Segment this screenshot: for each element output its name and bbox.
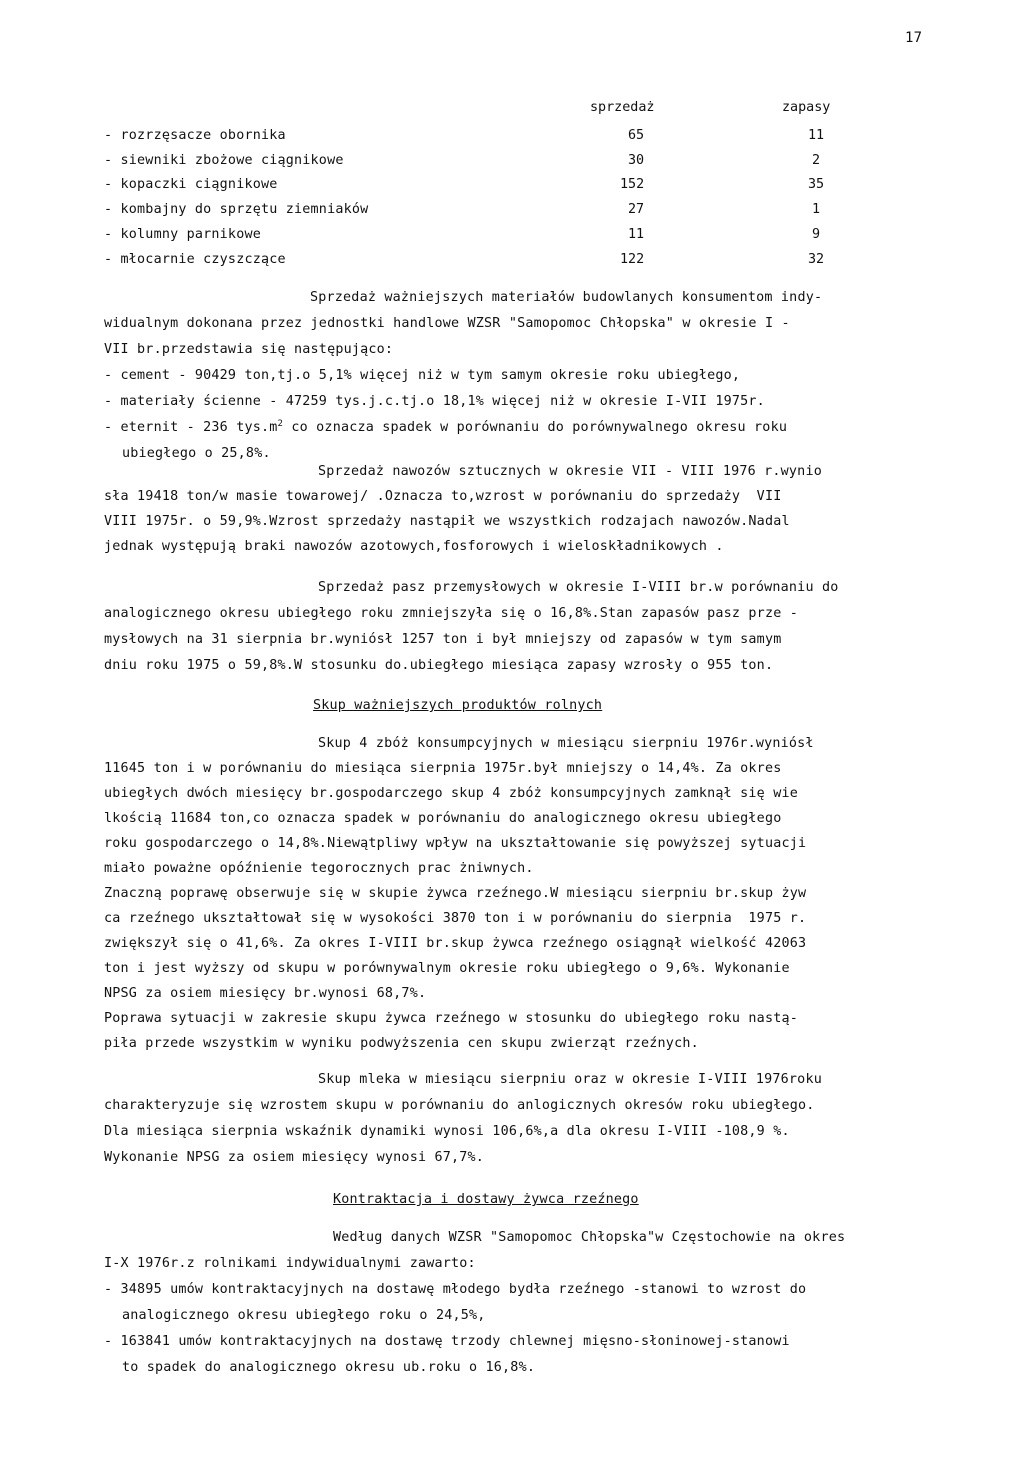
page-number: 17 bbox=[905, 30, 923, 46]
list-item: to spadek do analogicznego okresu ub.roku o 16,8%. bbox=[122, 1360, 536, 1375]
column-header-sales: sprzedaż bbox=[590, 100, 655, 115]
paragraph-line: Skup 4 zbóż konsumpcyjnych w miesiącu sierpniu 1976r.wyniósł bbox=[318, 736, 814, 751]
paragraph-line: Znaczną poprawę obserwuje się w skupie żywca rzeźnego.W miesiącu sierpniu br.skup żyw bbox=[104, 886, 807, 901]
list-item: - 34895 umów kontraktacyjnych na dostawę młodego bydła rzeźnego -stanowi to wzrost do bbox=[104, 1282, 807, 1297]
paragraph-line: dniu roku 1975 o 59,8%.W stosunku do.ubiegłego miesiąca zapasy wzrosły o 955 ton. bbox=[104, 658, 774, 673]
table-row-label: - młocarnie czyszczące bbox=[104, 252, 286, 267]
paragraph-line: I-X 1976r.z rolnikami indywidualnymi zawarto: bbox=[104, 1256, 476, 1271]
paragraph-line: jednak występują braki nawozów azotowych,fosforowych i wieloskładnikowych . bbox=[104, 539, 724, 554]
paragraph-line: charakteryzuje się wzrostem skupu w porównaniu do anlogicznych okresów roku ubiegłego. bbox=[104, 1098, 815, 1113]
paragraph-line: Wykonanie NPSG za osiem miesięcy wynosi 67,7%. bbox=[104, 1150, 485, 1165]
table-cell-stock: 1 bbox=[812, 202, 821, 217]
list-item: analogicznego okresu ubiegłego roku o 24,5%, bbox=[122, 1308, 486, 1323]
paragraph-line: VIII 1975r. o 59,9%.Wzrost sprzedaży nastąpił we wszystkich rodzajach nawozów.Nadal bbox=[104, 514, 790, 529]
paragraph-line: sła 19418 ton/w masie towarowej/ .Oznacza to,wzrost w porównaniu do sprzedaży VII bbox=[104, 489, 782, 504]
table-cell-sales: 11 bbox=[628, 227, 645, 242]
table-row-label: - kolumny parnikowe bbox=[104, 227, 261, 242]
table-cell-stock: 32 bbox=[808, 252, 825, 267]
list-item-text: - eternit - 236 tys.m bbox=[104, 420, 278, 435]
section-heading: Skup ważniejszych produktów rolnych bbox=[313, 698, 603, 713]
paragraph-line: ca rzeźnego ukształtował się w wysokości 3870 ton i w porównaniu do sierpnia 1975 r. bbox=[104, 911, 807, 926]
paragraph-line: miało poważne opóźnienie tegorocznych prac żniwnych. bbox=[104, 861, 534, 876]
paragraph-line: Sprzedaż pasz przemysłowych w okresie I-VIII br.w porównaniu do bbox=[318, 580, 839, 595]
superscript: 2 bbox=[277, 419, 284, 429]
paragraph-line: VII br.przedstawia się następująco: bbox=[104, 342, 394, 357]
list-item bbox=[104, 420, 787, 436]
table-row-label: - kopaczki ciągnikowe bbox=[104, 177, 278, 192]
paragraph-line: analogicznego okresu ubiegłego roku zmniejszyła się o 16,8%.Stan zapasów pasz prze - bbox=[104, 606, 798, 621]
table-cell-stock: 11 bbox=[808, 128, 825, 143]
paragraph-line: ubiegłych dwóch miesięcy br.gospodarczego skup 4 zbóż konsumpcyjnych zamknął się wie bbox=[104, 786, 798, 801]
paragraph-line: NPSG za osiem miesięcy br.wynosi 68,7%. bbox=[104, 986, 427, 1001]
table-cell-stock: 35 bbox=[808, 177, 825, 192]
paragraph-line: Poprawa sytuacji w zakresie skupu żywca rzeźnego w stosunku do ubiegłego roku nastą- bbox=[104, 1011, 798, 1026]
paragraph-line: mysłowych na 31 sierpnia br.wyniósł 1257 ton i był mniejszy od zapasów w tym samym bbox=[104, 632, 782, 647]
paragraph-line: widualnym dokonana przez jednostki handlowe WZSR "Samopomoc Chłopska" w okresie I - bbox=[104, 316, 790, 331]
list-item: - cement - 90429 ton,tj.o 5,1% więcej niż w tym samym okresie roku ubiegłego, bbox=[104, 368, 741, 383]
paragraph-line: Według danych WZSR "Samopomoc Chłopska"w Częstochowie na okres bbox=[333, 1230, 846, 1245]
paragraph-line: piła przede wszystkim w wyniku podwyższenia cen skupu zwierząt rzeźnych. bbox=[104, 1036, 699, 1051]
paragraph-line: Sprzedaż ważniejszych materiałów budowlanych konsumentom indy- bbox=[310, 290, 823, 305]
paragraph-line: ton i jest wyższy od skupu w porównywalnym okresie roku ubiegłego o 9,6%. Wykonanie bbox=[104, 961, 790, 976]
table-row-label: - kombajny do sprzętu ziemniaków bbox=[104, 202, 369, 217]
paragraph-line: roku gospodarczego o 14,8%.Niewątpliwy wpływ na ukształtowanie się powyższej sytuacji bbox=[104, 836, 807, 851]
table-cell-stock: 9 bbox=[812, 227, 821, 242]
paragraph-line: Dla miesiąca sierpnia wskaźnik dynamiki wynosi 106,6%,a dla okresu I-VIII -108,9 %. bbox=[104, 1124, 790, 1139]
list-item: - materiały ścienne - 47259 tys.j.c.tj.o 18,1% więcej niż w okresie I-VII 1975r. bbox=[104, 394, 765, 409]
paragraph-line: zwiększył się o 41,6%. Za okres I-VIII br.skup żywca rzeźnego osiągnął wielkość 42063 bbox=[104, 936, 807, 951]
list-item: - 163841 umów kontraktacyjnych na dostawę trzody chlewnej mięsno-słoninowej-stanowi bbox=[104, 1334, 790, 1349]
paragraph-line: Skup mleka w miesiącu sierpniu oraz w okresie I-VIII 1976roku bbox=[318, 1072, 822, 1087]
paragraph-line: ubiegłego o 25,8%. bbox=[122, 446, 271, 461]
paragraph-line: Sprzedaż nawozów sztucznych w okresie VII - VIII 1976 r.wynio bbox=[318, 464, 822, 479]
table-cell-sales: 30 bbox=[628, 153, 645, 168]
table-cell-sales: 152 bbox=[620, 177, 645, 192]
table-cell-sales: 27 bbox=[628, 202, 645, 217]
paragraph-line: 11645 ton i w porównaniu do miesiąca sierpnia 1975r.był mniejszy o 14,4%. Za okres bbox=[104, 761, 782, 776]
section-heading: Kontraktacja i dostawy żywca rzeźnego bbox=[333, 1192, 639, 1207]
paragraph-line: lkością 11684 ton,co oznacza spadek w porównaniu do analogicznego okresu ubiegłego bbox=[104, 811, 782, 826]
table-cell-stock: 2 bbox=[812, 153, 821, 168]
column-header-stock: zapasy bbox=[782, 100, 831, 115]
table-cell-sales: 122 bbox=[620, 252, 645, 267]
table-row-label: - rozrzęsacze obornika bbox=[104, 128, 286, 143]
table-row-label: - siewniki zbożowe ciągnikowe bbox=[104, 153, 344, 168]
list-item-text: co oznacza spadek w porównaniu do porównywalnego okresu roku bbox=[283, 420, 788, 435]
table-cell-sales: 65 bbox=[628, 128, 645, 143]
